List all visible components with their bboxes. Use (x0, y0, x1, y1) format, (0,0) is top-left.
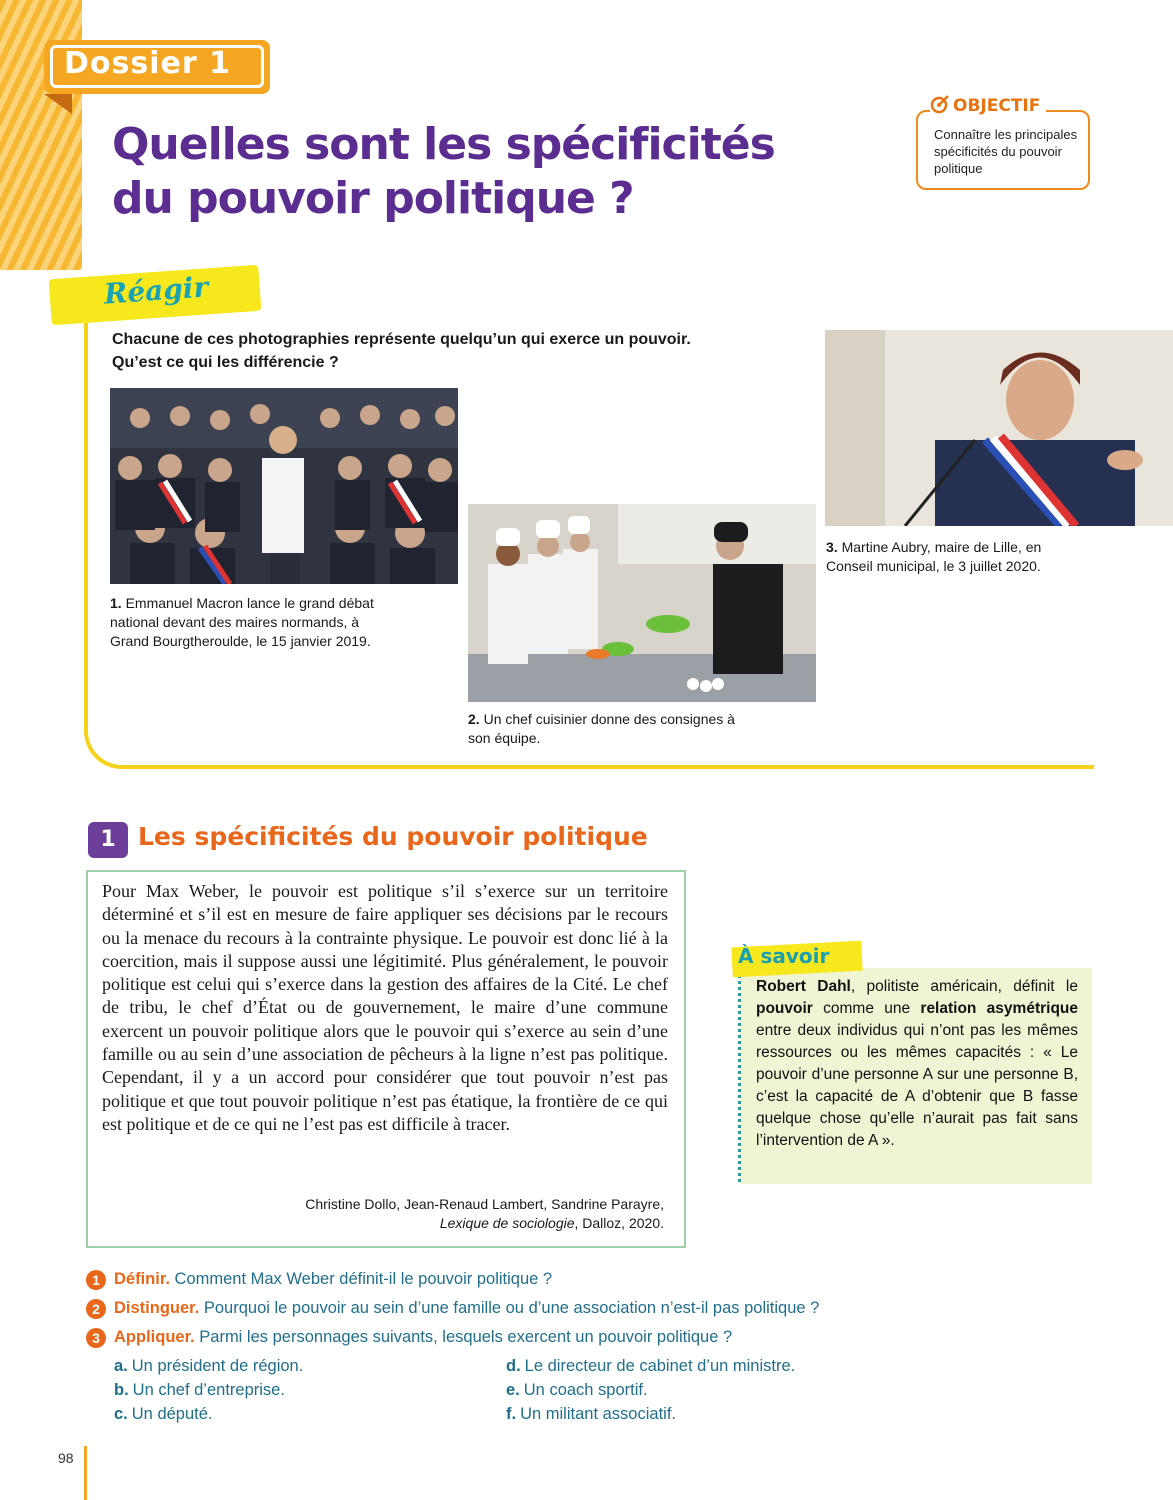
section-title: Les spécificités du pouvoir politique (138, 822, 648, 851)
photo-caption-2: 2. Un chef cuisinier donne des consignes à son équipe. (468, 711, 735, 746)
photo-caption-1: 1. Emmanuel Macron lance le grand débat national devant des maires normands, à Grand Bourgtheroulde, le 15 janvier 2019. (110, 595, 374, 649)
savoir-dotted-border (738, 970, 741, 1182)
document-text: Pour Max Weber, le pouvoir est politique s’il s’exerce sur un territoire déterminé et s’il est en mesure de faire appliquer ses décisions par le recours ou la menace du recours à la contrainte physique. Le pouvoir est donc lié à la coercition, mais il suppose aussi une légitimité. Plus généralement, le pouvoir politique est celui qui s’exerce dans la gestion des affaires de la Cité. Le chef de tribu, le chef d’État ou de gouvernement, le maire d’une commune exercent un pouvoir politique alors que le pouvoir qui s’exerce au sein d’une famille ou au sein d’une association de pêcheurs à la ligne n’est pas politique. Cependant, il y a un accord pour considérer que tout pouvoir n’est pas politique et que tout pouvoir politique n’est pas étatique, la frontière de ce qui est politique et de ce qui ne l’est pas est difficile à tracer. (102, 881, 668, 1134)
photo-chef-illustration (468, 504, 816, 702)
tag-fold (44, 94, 72, 114)
target-icon (930, 94, 950, 114)
page-bar (84, 1446, 87, 1500)
savoir-label: À savoir (738, 944, 830, 968)
photo-macron (110, 388, 458, 584)
dossier-label: Dossier 1 (64, 46, 231, 81)
photo-macron-illustration (110, 388, 458, 584)
objectif-text: Connaître les principales spécificités du pouvoir politique (934, 127, 1078, 176)
option-d: d. Le directeur de cabinet d’un ministre. (506, 1357, 796, 1375)
question-3: 3 Appliquer. Parmi les personnages suivants, lesquels exercent un pouvoir politique ? (86, 1326, 732, 1348)
option-a: a. Un président de région. (114, 1357, 304, 1375)
question-number: 2 (86, 1299, 106, 1319)
question-number: 1 (86, 1270, 106, 1290)
photo-aubry (825, 330, 1173, 526)
option-b: b. Un chef d’entreprise. (114, 1381, 285, 1399)
dossier-tag (44, 40, 270, 94)
page-number: 98 (58, 1450, 74, 1466)
document-source: Christine Dollo, Jean-Renaud Lambert, Sandrine Parayre, Lexique de sociologie, Dalloz, 2020. (305, 1196, 664, 1231)
photo-caption-3: 3. Martine Aubry, maire de Lille, en Conseil municipal, le 3 juillet 2020. (826, 539, 1042, 574)
option-e: e. Un coach sportif. (506, 1381, 648, 1399)
question-1: 1 Définir. Comment Max Weber définit-il le pouvoir politique ? (86, 1268, 552, 1290)
question-2: 2 Distinguer. Pourquoi le pouvoir au sein d’une famille ou d’une association n’est-il pas politique ? (86, 1297, 819, 1319)
reagir-label: Réagir (102, 270, 210, 311)
photo-chef (468, 504, 816, 702)
savoir-text: Robert Dahl, politiste américain, définit le pouvoir comme une relation asymétrique entre deux individus qui n’ont pas les mêmes ressources ou les mêmes capacités : « Le pouvoir d’une personne A sur une personne B, c’est la capacité de A d’obtenir que B fasse quelque chose qu’elle n’aurait pas fait sans l’intervention de A ». (756, 978, 1078, 1149)
objectif-label: OBJECTIF (930, 94, 1046, 116)
section-number: 1 (88, 822, 128, 858)
page-title: Quelles sont les spécificités du pouvoir politique ? (112, 119, 775, 224)
option-f: f. Un militant associatif. (506, 1405, 676, 1423)
option-c: c. Un député. (114, 1405, 213, 1423)
reagir-question: Chacune de ces photographies représente quelqu’un qui exerce un pouvoir. Qu’est ce qui les différencie ? (112, 331, 691, 371)
question-number: 3 (86, 1328, 106, 1348)
photo-aubry-illustration (825, 330, 1173, 526)
